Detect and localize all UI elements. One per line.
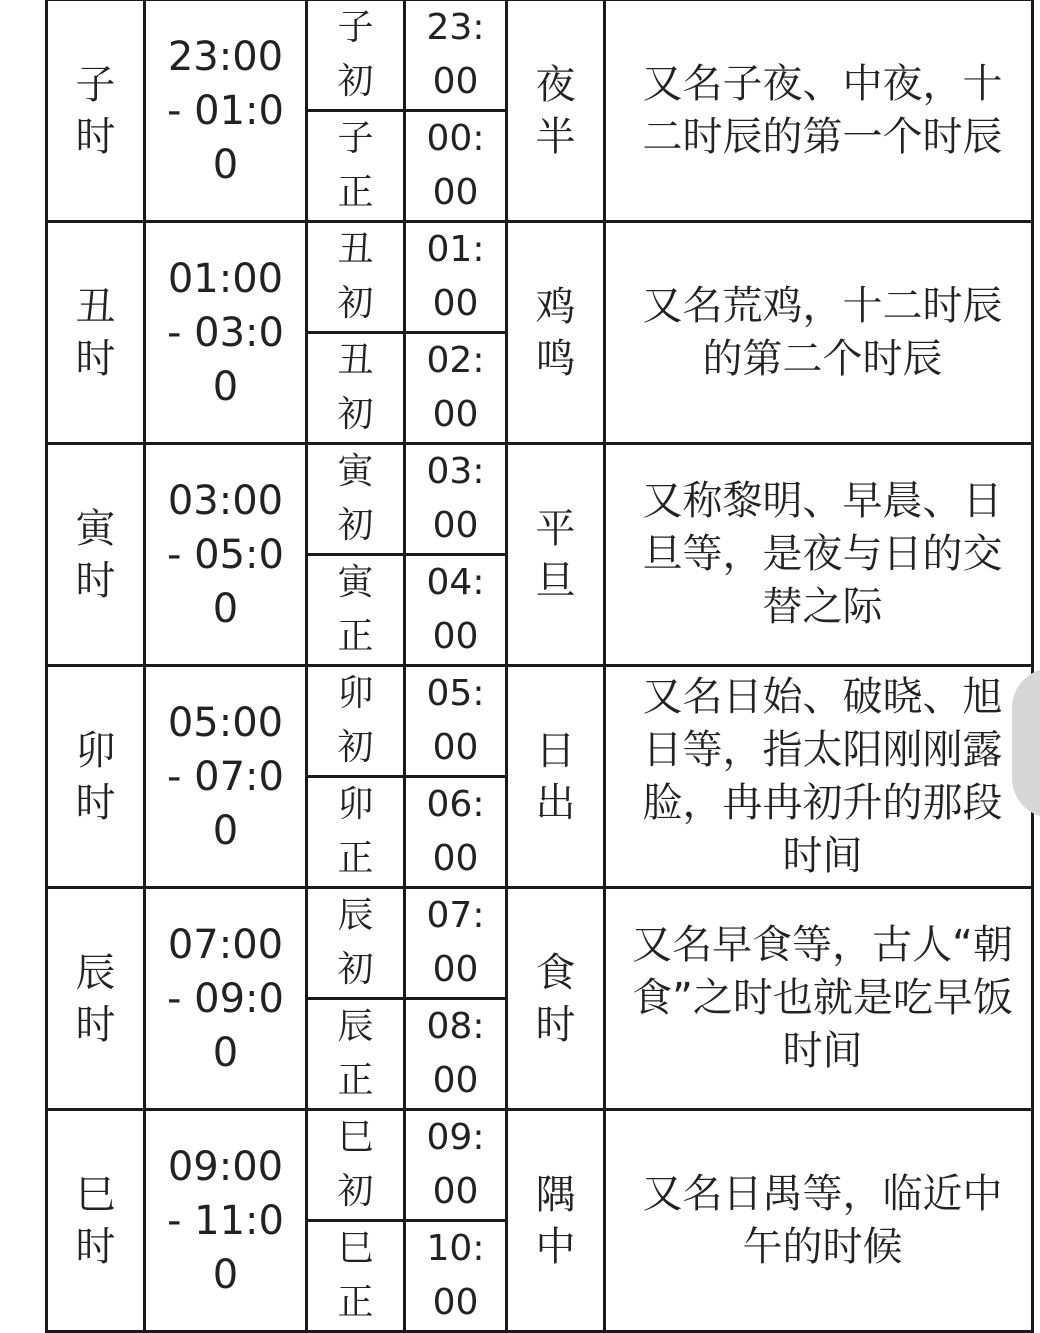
description-text: 又名荒鸡，十二时辰的第二个时辰 (642, 282, 1003, 382)
ke-time-cell (405, 111, 507, 222)
ke-time: 02:00 (426, 340, 485, 435)
time-range-cell (145, 666, 307, 888)
ke-label-cell (307, 555, 405, 666)
description-text: 又称黎明、早晨、日旦等，是夜与日的交替之际 (642, 478, 1003, 630)
floating-scroll-handle[interactable] (1012, 668, 1040, 818)
ke-time: 08:00 (426, 1006, 485, 1101)
shichen-name: 子时 (75, 61, 116, 160)
ke-time: 00:00 (426, 118, 485, 213)
description-cell (605, 1110, 1033, 1332)
time-range: 09:00 - 11:00 (167, 1143, 284, 1298)
ke-time: 06:00 (426, 784, 485, 879)
shichen-name: 丑时 (75, 283, 116, 382)
time-range: 07:00 - 09:00 (167, 921, 284, 1076)
ke-label-cell (307, 111, 405, 222)
table-row (47, 444, 1033, 555)
ke-time-cell (405, 777, 507, 888)
ke-label: 子初 (337, 7, 374, 102)
ke-label: 寅初 (337, 451, 374, 546)
ke-label: 巳正 (337, 1228, 374, 1323)
alias-name: 平旦 (535, 505, 576, 604)
ke-label: 辰正 (337, 1006, 374, 1101)
table-row (47, 222, 1033, 333)
description-cell (605, 666, 1033, 888)
table-row (47, 1110, 1033, 1221)
time-range-cell (145, 222, 307, 444)
time-range: 03:00 - 05:00 (167, 477, 284, 632)
ke-label-cell (307, 999, 405, 1110)
ke-time: 10:00 (426, 1228, 485, 1323)
ke-time: 01:00 (426, 229, 485, 324)
time-range: 23:00 - 01:00 (167, 33, 284, 188)
ke-time-cell (405, 1110, 507, 1221)
ke-time: 09:00 (426, 1117, 485, 1212)
table-row (47, 0, 1033, 111)
shichen-name: 辰时 (75, 949, 116, 1048)
shichen-table (45, 0, 1034, 1333)
ke-label: 辰初 (337, 895, 374, 990)
ke-time: 05:00 (426, 673, 485, 768)
ke-time-cell (405, 222, 507, 333)
shichen-name: 寅时 (75, 505, 116, 604)
ke-time-cell (405, 666, 507, 777)
shichen-name-cell (47, 888, 145, 1110)
ke-label: 卯正 (337, 784, 374, 879)
alias-name: 食时 (535, 949, 576, 1048)
alias-name: 日出 (535, 727, 576, 826)
shichen-name: 卯时 (75, 727, 116, 826)
shichen-name-cell (47, 444, 145, 666)
ke-time-cell (405, 444, 507, 555)
ke-label-cell (307, 666, 405, 777)
description-text: 又名子夜、中夜，十二时辰的第一个时辰 (642, 60, 1003, 160)
time-range-cell (145, 1110, 307, 1332)
description-cell (605, 888, 1033, 1110)
ke-label-cell (307, 0, 405, 111)
ke-label-cell (307, 1221, 405, 1332)
time-range: 01:00 - 03:00 (167, 255, 284, 410)
shichen-name-cell (47, 222, 145, 444)
ke-label: 寅正 (337, 562, 374, 657)
ke-label-cell (307, 333, 405, 444)
alias-cell (507, 222, 605, 444)
ke-time-cell (405, 0, 507, 111)
shichen-name: 巳时 (75, 1171, 116, 1270)
ke-time: 04:00 (426, 562, 485, 657)
ke-label: 子正 (337, 118, 374, 213)
alias-name: 鸡鸣 (535, 283, 576, 382)
table-row (47, 888, 1033, 999)
description-cell (605, 222, 1033, 444)
description-text: 又名日禺等，临近中午的时候 (642, 1170, 1003, 1270)
shichen-name-cell (47, 666, 145, 888)
time-range-cell (145, 444, 307, 666)
ke-label: 巳初 (337, 1117, 374, 1212)
time-range: 05:00 - 07:00 (167, 699, 284, 854)
ke-label: 丑初 (337, 229, 374, 324)
description-text: 又名日始、破晓、旭日等，指太阳刚刚露脸，冉冉初升的那段时间 (642, 673, 1003, 879)
ke-time-cell (405, 333, 507, 444)
shichen-name-cell (47, 0, 145, 222)
description-cell (605, 444, 1033, 666)
ke-label: 丑初 (337, 340, 374, 435)
alias-cell (507, 666, 605, 888)
ke-time-cell (405, 1221, 507, 1332)
ke-time-cell (405, 999, 507, 1110)
ke-time: 07:00 (426, 895, 485, 990)
time-range-cell (145, 888, 307, 1110)
alias-name: 隅中 (535, 1171, 576, 1270)
table-row (47, 666, 1033, 777)
time-range-cell (145, 0, 307, 222)
description-text: 又名早食等，古人“朝食”之时也就是吃早饭时间 (632, 922, 1013, 1074)
alias-cell (507, 1110, 605, 1332)
ke-time-cell (405, 555, 507, 666)
ke-label: 卯初 (337, 673, 374, 768)
ke-label-cell (307, 222, 405, 333)
shichen-name-cell (47, 1110, 145, 1332)
ke-label-cell (307, 1110, 405, 1221)
ke-time-cell (405, 888, 507, 999)
ke-label-cell (307, 888, 405, 999)
ke-time: 23:00 (426, 7, 485, 102)
alias-cell (507, 444, 605, 666)
description-cell (605, 0, 1033, 222)
alias-cell (507, 888, 605, 1110)
ke-label-cell (307, 777, 405, 888)
ke-label-cell (307, 444, 405, 555)
alias-cell (507, 0, 605, 222)
ke-time: 03:00 (426, 451, 485, 546)
alias-name: 夜半 (535, 61, 576, 160)
